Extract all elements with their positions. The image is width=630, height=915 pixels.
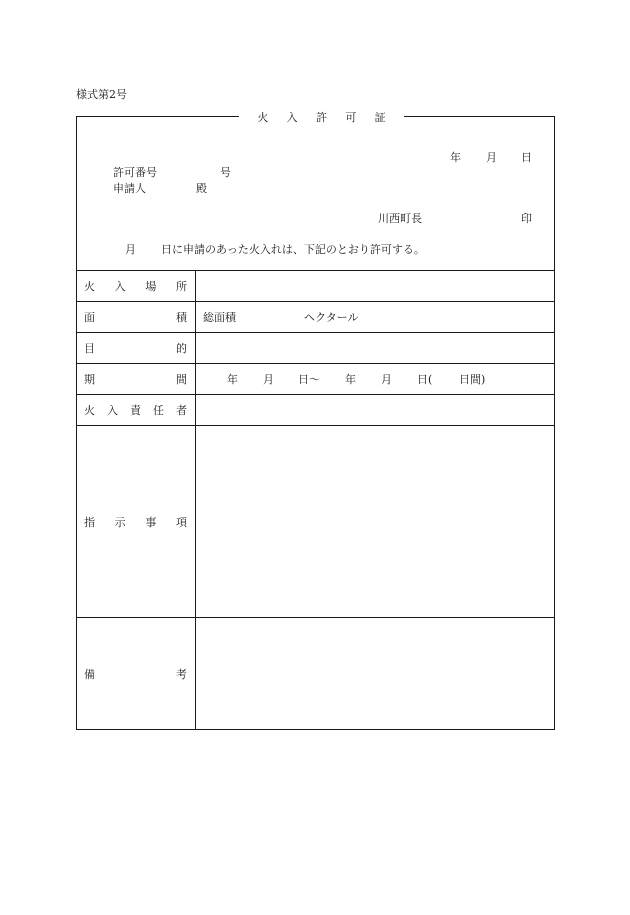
row-label-remarks [76, 618, 196, 730]
statement-body: 日に申請のあった火入れは、下記のとおり許可する。 [161, 243, 425, 256]
seal-mark: 印 [521, 212, 532, 225]
frame-top-right-border [404, 116, 555, 117]
area-total-label: 総面積 [203, 311, 236, 324]
row-location [76, 271, 555, 302]
title-char: 火 [257, 111, 269, 124]
label-char: 入 [114, 280, 126, 293]
purpose-value-cell [196, 333, 555, 363]
row-label-instructions [76, 426, 196, 617]
statement-month: 月 [125, 243, 136, 256]
permit-number-label: 許可番号 [113, 166, 157, 179]
permit-details-table [76, 270, 555, 730]
label-char: 事 [145, 515, 157, 529]
label-char: 場 [145, 280, 157, 293]
period-end-month: 月 [381, 373, 392, 386]
label-char: 期 [84, 373, 95, 386]
label-char: 火 [84, 404, 95, 417]
title-char: 可 [345, 111, 357, 124]
label-char: 火 [84, 280, 95, 293]
area-value-cell [196, 302, 555, 332]
label-char: 積 [176, 311, 187, 324]
label-char: 目 [84, 342, 95, 355]
row-label-area [76, 302, 196, 332]
row-label-manager [76, 395, 196, 425]
date-day-label: 日 [521, 151, 532, 164]
manager-value-cell [196, 395, 555, 425]
row-manager [76, 395, 555, 426]
date-year-label: 年 [450, 151, 461, 164]
row-period [76, 364, 555, 395]
period-days: 日間) [459, 373, 486, 386]
row-instructions [76, 426, 555, 618]
label-char: 面 [84, 311, 95, 324]
label-char: 間 [176, 373, 187, 386]
applicant-honorific: 殿 [196, 182, 207, 195]
row-remarks [76, 618, 555, 730]
period-start-year: 年 [227, 373, 238, 386]
label-char: 指 [84, 515, 95, 529]
title-char: 証 [374, 111, 386, 124]
row-label-period [76, 364, 196, 394]
form-number: 様式第2号 [76, 88, 127, 101]
row-label-purpose [76, 333, 196, 363]
frame-top-left-border [76, 116, 239, 117]
label-char: 備 [84, 668, 95, 681]
issuer-name: 川西町長 [378, 212, 422, 225]
remarks-value-cell [196, 618, 555, 730]
label-char: 項 [175, 515, 187, 529]
label-char: 考 [176, 668, 187, 681]
date-month-label: 月 [486, 151, 497, 164]
title-char: 許 [315, 111, 327, 124]
label-char: 任 [153, 404, 164, 417]
label-char: 所 [175, 280, 187, 293]
period-value-cell [196, 364, 555, 394]
period-start-day: 日〜 [298, 373, 320, 386]
period-end-day: 日( [417, 373, 433, 386]
period-start-month: 月 [263, 373, 274, 386]
period-end-year: 年 [345, 373, 356, 386]
permit-number-suffix: 号 [220, 166, 231, 179]
label-char: 責 [130, 404, 141, 417]
row-purpose [76, 333, 555, 364]
label-char: 的 [176, 342, 187, 355]
document-title [239, 109, 404, 125]
row-label-location [76, 271, 196, 301]
location-value-cell [196, 271, 555, 301]
label-char: 入 [107, 404, 118, 417]
title-char: 入 [286, 111, 298, 124]
applicant-label: 申請人 [113, 182, 146, 195]
label-char: 示 [114, 515, 126, 529]
area-unit-label: ヘクタール [304, 311, 359, 324]
label-char: 者 [176, 404, 187, 417]
row-area [76, 302, 555, 333]
instructions-value-cell [196, 426, 555, 617]
